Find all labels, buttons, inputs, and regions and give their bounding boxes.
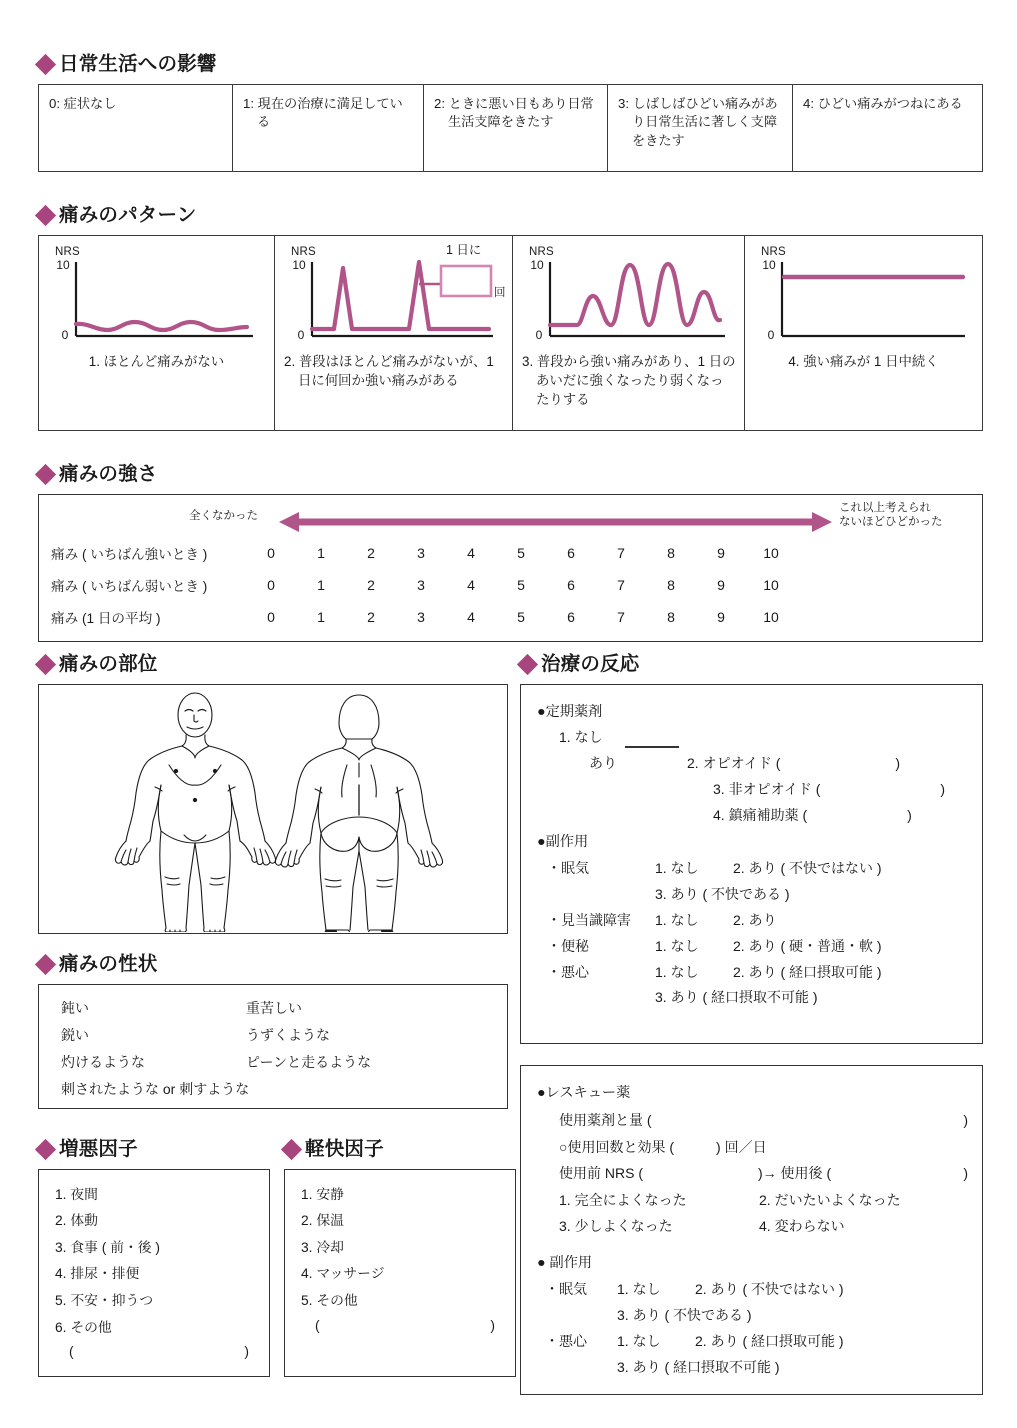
diamond-bullet-icon — [35, 1139, 56, 1160]
pain-pattern-options-table — [38, 235, 983, 431]
side-effect-row-constipation — [537, 934, 982, 960]
pattern-caption: 4. 強い痛みが 1 日中続く — [788, 353, 939, 369]
impact-option-label: 0: 症状なし — [49, 95, 117, 111]
intensity-row-values — [246, 609, 796, 625]
option-label: あり — [589, 755, 617, 772]
rescue-effect-row — [537, 1213, 982, 1240]
paren-close: ) — [963, 1111, 968, 1128]
axis-tick-top: 10 — [762, 257, 776, 272]
intensity-row-values — [246, 577, 796, 593]
quality-option[interactable]: 鋭い — [61, 1026, 89, 1043]
quality-option[interactable]: うずくような — [246, 1026, 330, 1043]
nrs-axis-label: NRS — [291, 245, 316, 258]
quality-option[interactable]: 鈍い — [61, 999, 89, 1016]
section-title: 痛みのパターン — [59, 204, 197, 226]
relieving-other-field[interactable] — [301, 1315, 515, 1337]
relieving-item[interactable]: 4. マッサージ — [301, 1266, 385, 1282]
rescue-nrs-field[interactable] — [537, 1160, 982, 1187]
pattern-option-3[interactable] — [512, 235, 744, 431]
quality-option[interactable]: 重苦しい — [246, 999, 302, 1016]
drug-option-adjuvant[interactable]: 4. 鎮痛補助薬 ( — [713, 807, 808, 824]
nrs-value[interactable]: 1 — [317, 608, 325, 625]
diamond-bullet-icon — [35, 654, 56, 675]
pattern-option-2[interactable] — [274, 235, 512, 431]
impact-option-label: 4: ひどい痛みがつねにある — [803, 95, 963, 111]
side-effect-option[interactable]: 2. あり ( 硬・普通・軟 ) — [733, 937, 882, 954]
aggravating-item[interactable]: 3. 食事 ( 前・後 ) — [55, 1239, 161, 1255]
intensity-row — [39, 569, 982, 601]
drug-row-adjuvant[interactable] — [537, 803, 982, 829]
side-effect-option[interactable]: 1. なし — [655, 937, 699, 954]
rescue-side-effect-row-nausea — [537, 1329, 982, 1355]
diamond-bullet-icon — [35, 54, 56, 75]
nrs-value[interactable]: 6 — [567, 544, 575, 561]
nrs-value[interactable]: 4 — [467, 544, 475, 561]
nrs-value[interactable]: 10 — [763, 608, 779, 625]
axis-tick-bottom: 0 — [535, 327, 543, 342]
nrs-value[interactable]: 5 — [517, 576, 525, 593]
side-effect-option[interactable]: 3. あり ( 経口摂取不可能 ) — [655, 989, 818, 1006]
pain-intensity-box — [38, 494, 983, 642]
pattern-chart-1 — [45, 244, 268, 352]
nrs-value[interactable]: 1 — [317, 544, 325, 561]
pain-quality-box — [38, 984, 508, 1109]
nrs-value[interactable]: 10 — [763, 576, 779, 593]
intensity-row — [39, 537, 982, 569]
side-effect-option[interactable]: 2. あり — [733, 911, 777, 928]
nrs-value[interactable]: 0 — [267, 544, 275, 561]
nrs-scale-anchors — [39, 495, 982, 537]
pattern-chart-2 — [281, 244, 506, 352]
quality-row — [61, 1025, 507, 1052]
quality-option[interactable]: ピーンと走るような — [246, 1053, 372, 1070]
treatment-response-box — [520, 684, 983, 1044]
option-label: 1. なし — [559, 729, 603, 746]
rescue-heading: ●レスキュー薬 — [537, 1085, 631, 1101]
section-heading-aggravating — [38, 1140, 270, 1160]
rescue-effect-row — [537, 1187, 982, 1214]
nrs-value[interactable]: 0 — [267, 576, 275, 593]
nrs-value[interactable]: 3 — [417, 608, 425, 625]
field-label: ○使用回数と効果 ( — [559, 1138, 675, 1155]
scale-double-arrow-icon — [279, 511, 832, 538]
nrs-value[interactable]: 6 — [567, 608, 575, 625]
nrs-value[interactable]: 5 — [517, 608, 525, 625]
nrs-axis-label: NRS — [529, 245, 554, 258]
side-effect-option[interactable]: 1. なし — [655, 963, 699, 980]
nrs-value[interactable]: 3 — [417, 576, 425, 593]
scale-anchor-right — [839, 501, 943, 530]
impact-option-label: 3: しばしばひどい痛みがあり日常生活に著しく支障をきたす — [618, 95, 778, 148]
section-title: 痛みの性状 — [59, 953, 158, 975]
side-effect-option[interactable]: 3. あり ( 経口摂取不可能 ) — [617, 1358, 780, 1375]
diamond-bullet-icon — [517, 654, 538, 675]
side-effect-row-drowsiness — [537, 856, 982, 882]
quality-row — [61, 1052, 507, 1079]
diamond-bullet-icon — [281, 1139, 302, 1160]
side-effect-row-nausea — [537, 960, 982, 986]
paren-open: ( — [315, 1317, 320, 1333]
section-heading-treatment — [520, 655, 983, 675]
section-daily-impact — [38, 55, 983, 172]
impact-option-0[interactable] — [38, 84, 232, 172]
section-heading-pain-quality — [38, 955, 508, 975]
rescue-effect-option[interactable]: 3. 少しよくなった — [559, 1218, 673, 1235]
pattern-chart-4 — [751, 244, 976, 352]
regular-medication-heading: ●定期薬剤 — [537, 703, 603, 720]
side-effect-name: ・眠気 — [547, 860, 589, 877]
nrs-value[interactable]: 8 — [667, 576, 675, 593]
rescue-effect-option[interactable]: 4. 変わらない — [759, 1218, 845, 1235]
drug-option-opioid[interactable]: 2. オピオイド ( — [687, 755, 781, 772]
section-title: 軽快因子 — [305, 1138, 384, 1160]
section-title: 治療の反応 — [541, 653, 640, 675]
diamond-bullet-icon — [35, 464, 56, 485]
pattern-caption: 3. 普段から強い痛みがあり、1 日のあいだに強くなったり弱くなったりする — [522, 353, 736, 407]
pattern-caption: 2. 普段はほとんど痛みがないが、1 日に何回か強い痛みがある — [284, 353, 494, 388]
nrs-value[interactable]: 3 — [417, 544, 425, 561]
nrs-before-label: 使用前 NRS ( — [559, 1165, 643, 1182]
body-diagram-svg — [39, 685, 507, 932]
section-title: 痛みの部位 — [59, 653, 158, 675]
nrs-value[interactable]: 0 — [267, 608, 275, 625]
scale-anchor-left: 全くなかった — [189, 509, 258, 522]
pattern-caption: 1. ほとんど痛みがない — [88, 353, 225, 369]
side-effect-option[interactable]: 1. なし — [655, 860, 699, 877]
section-title: 痛みの強さ — [59, 463, 158, 485]
section-treatment-response — [520, 655, 983, 1044]
nrs-value[interactable]: 4 — [467, 608, 475, 625]
section-heading-pain-intensity — [38, 465, 983, 485]
diamond-bullet-icon — [35, 205, 56, 226]
section-heading-pain-pattern — [38, 206, 983, 226]
relieving-item[interactable]: 2. 保温 — [301, 1213, 344, 1229]
paren-open: ( — [69, 1344, 74, 1360]
intensity-row-label: 痛み (1 日の平均 ) — [51, 610, 161, 626]
pattern-option-1[interactable] — [38, 235, 274, 431]
section-heading-relieving — [284, 1140, 516, 1160]
diamond-bullet-icon — [35, 954, 56, 975]
section-pain-intensity — [38, 465, 983, 642]
axis-tick-bottom: 0 — [297, 327, 305, 342]
side-effect-name: ・見当識障害 — [547, 911, 631, 928]
impact-option-2[interactable] — [423, 84, 607, 172]
axis-tick-bottom: 0 — [767, 327, 775, 342]
side-effect-option[interactable]: 1. なし — [617, 1280, 661, 1297]
impact-option-1[interactable] — [232, 84, 423, 172]
rescue-effect-option[interactable]: 2. だいたいよくなった — [759, 1191, 901, 1208]
relieving-factors-box — [284, 1169, 516, 1377]
quality-row — [61, 998, 507, 1025]
nrs-value[interactable]: 8 — [667, 608, 675, 625]
paren-close: ) — [940, 781, 946, 798]
scale-anchor-right-line1: これ以上考えられ — [839, 501, 931, 514]
nrs-value[interactable]: 7 — [617, 544, 625, 561]
field-label: 使用薬剤と量 ( — [559, 1111, 652, 1128]
nrs-axis-label: NRS — [55, 245, 80, 258]
nrs-value[interactable]: 9 — [717, 576, 725, 593]
quality-option[interactable]: 灼けるような — [61, 1053, 145, 1070]
nrs-value[interactable]: 7 — [617, 576, 625, 593]
paren-close: ) — [963, 1165, 968, 1182]
side-effect-option[interactable]: 2. あり ( 経口摂取可能 ) — [695, 1332, 844, 1349]
aggravating-item[interactable]: 5. 不安・抑うつ — [55, 1293, 154, 1308]
paren-close: ) — [490, 1317, 495, 1333]
body-front-view — [115, 693, 275, 932]
nrs-value[interactable]: 2 — [367, 608, 375, 625]
side-effect-option[interactable]: 3. あり ( 不快である ) — [655, 885, 790, 902]
nrs-value[interactable]: 10 — [763, 544, 779, 561]
rescue-side-effect-row-drowsiness — [537, 1277, 982, 1303]
body-diagram-box[interactable] — [38, 684, 508, 934]
field-unit: ) 回／日 — [716, 1138, 767, 1155]
section-heading-daily-impact — [38, 55, 983, 75]
axis-tick-top: 10 — [530, 257, 544, 272]
quality-option[interactable]: 刺されたような or 刺すような — [61, 1080, 250, 1097]
rescue-medication-box — [520, 1065, 983, 1395]
relieving-item[interactable]: 1. 安静 — [301, 1186, 344, 1202]
section-pain-pattern — [38, 206, 983, 431]
intensity-row-label: 痛み ( いちばん弱いとき ) — [51, 578, 208, 594]
nrs-value[interactable]: 2 — [367, 576, 375, 593]
side-effect-option[interactable]: 3. あり ( 不快である ) — [617, 1306, 752, 1323]
side-effect-option[interactable]: 2. あり ( 不快ではない ) — [695, 1280, 844, 1297]
intensity-row-values — [246, 545, 796, 561]
side-effect-option[interactable]: 2. あり ( 経口摂取可能 ) — [733, 963, 882, 980]
nrs-arrow-label: )→ 使用後 ( — [758, 1165, 832, 1182]
side-effect-name: ・眠気 — [545, 1280, 587, 1297]
daily-impact-options-table — [38, 84, 983, 172]
side-effect-name: ・便秘 — [547, 937, 589, 954]
side-effect-option[interactable]: 1. なし — [617, 1332, 661, 1349]
quality-row — [61, 1079, 507, 1106]
intensity-row — [39, 601, 982, 633]
pattern-annotation-top: 1 日に — [446, 242, 482, 257]
pattern-annotation-unit: 回 — [494, 286, 506, 299]
aggravating-other-field[interactable] — [55, 1341, 269, 1363]
paren-close: ) — [244, 1344, 249, 1360]
section-relieving-factors — [284, 1140, 516, 1377]
nrs-value[interactable]: 9 — [717, 608, 725, 625]
axis-tick-top: 10 — [56, 257, 70, 272]
paren-close: ) — [907, 807, 912, 824]
rescue-drug-amount-field[interactable] — [537, 1107, 982, 1134]
paren-close: ) — [895, 755, 901, 772]
section-aggravating-factors — [38, 1140, 270, 1377]
scale-anchor-right-line2: ないほどひどかった — [839, 516, 943, 529]
side-effects-heading: ●副作用 — [537, 834, 589, 851]
pattern-option-4[interactable] — [744, 235, 983, 431]
side-effect-row-disorientation — [537, 908, 982, 934]
side-effect-option[interactable]: 1. なし — [655, 911, 699, 928]
intensity-row-label: 痛み ( いちばん強いとき ) — [51, 546, 208, 562]
axis-tick-bottom: 0 — [61, 327, 69, 342]
aggravating-factors-box — [38, 1169, 270, 1377]
relieving-item[interactable]: 3. 冷却 — [301, 1239, 344, 1255]
nrs-value[interactable]: 9 — [717, 544, 725, 561]
connector-line-icon — [625, 746, 679, 748]
body-back-view — [275, 695, 442, 932]
aggravating-item[interactable]: 2. 体動 — [55, 1213, 98, 1229]
impact-option-label: 2: ときに悪い日もあり日常生活支障をきたす — [434, 95, 594, 130]
section-pain-quality — [38, 955, 508, 1109]
nrs-value[interactable]: 5 — [517, 544, 525, 561]
aggravating-item[interactable]: 1. 夜間 — [55, 1186, 98, 1202]
side-effect-name: ・悪心 — [547, 963, 589, 980]
regular-med-option-yes[interactable] — [537, 751, 982, 777]
section-pain-site — [38, 655, 508, 934]
pattern-chart-3 — [519, 244, 738, 352]
nrs-value[interactable]: 2 — [367, 544, 375, 561]
drug-option-nonopioid[interactable]: 3. 非オピオイド ( — [713, 781, 821, 798]
impact-option-3[interactable] — [607, 84, 792, 172]
regular-med-option-none[interactable] — [537, 725, 982, 751]
nrs-value[interactable]: 6 — [567, 576, 575, 593]
drug-row-nonopioid[interactable] — [537, 777, 982, 803]
side-effect-option[interactable]: 2. あり ( 不快ではない ) — [733, 860, 882, 877]
rescue-effect-option[interactable]: 1. 完全によくなった — [559, 1191, 687, 1208]
side-effect-name: ・悪心 — [545, 1332, 587, 1349]
impact-option-label: 1: 現在の治療に満足している — [243, 95, 403, 130]
aggravating-item[interactable]: 6. その他 — [55, 1319, 112, 1335]
rescue-frequency-field[interactable] — [537, 1134, 982, 1161]
section-heading-pain-site — [38, 655, 508, 675]
nrs-value[interactable]: 8 — [667, 544, 675, 561]
aggravating-item[interactable]: 4. 排尿・排便 — [55, 1266, 140, 1282]
nrs-value[interactable]: 7 — [617, 608, 625, 625]
section-rescue-medication — [520, 1065, 983, 1395]
section-title: 日常生活への影響 — [59, 53, 217, 75]
rescue-side-effects-heading: ● 副作用 — [537, 1254, 593, 1271]
axis-tick-top: 10 — [292, 257, 306, 272]
section-title: 増悪因子 — [59, 1138, 138, 1160]
relieving-item[interactable]: 5. その他 — [301, 1293, 358, 1308]
nrs-value[interactable]: 1 — [317, 576, 325, 593]
nrs-value[interactable]: 4 — [467, 576, 475, 593]
impact-option-4[interactable] — [792, 84, 983, 172]
nrs-axis-label: NRS — [761, 245, 786, 258]
